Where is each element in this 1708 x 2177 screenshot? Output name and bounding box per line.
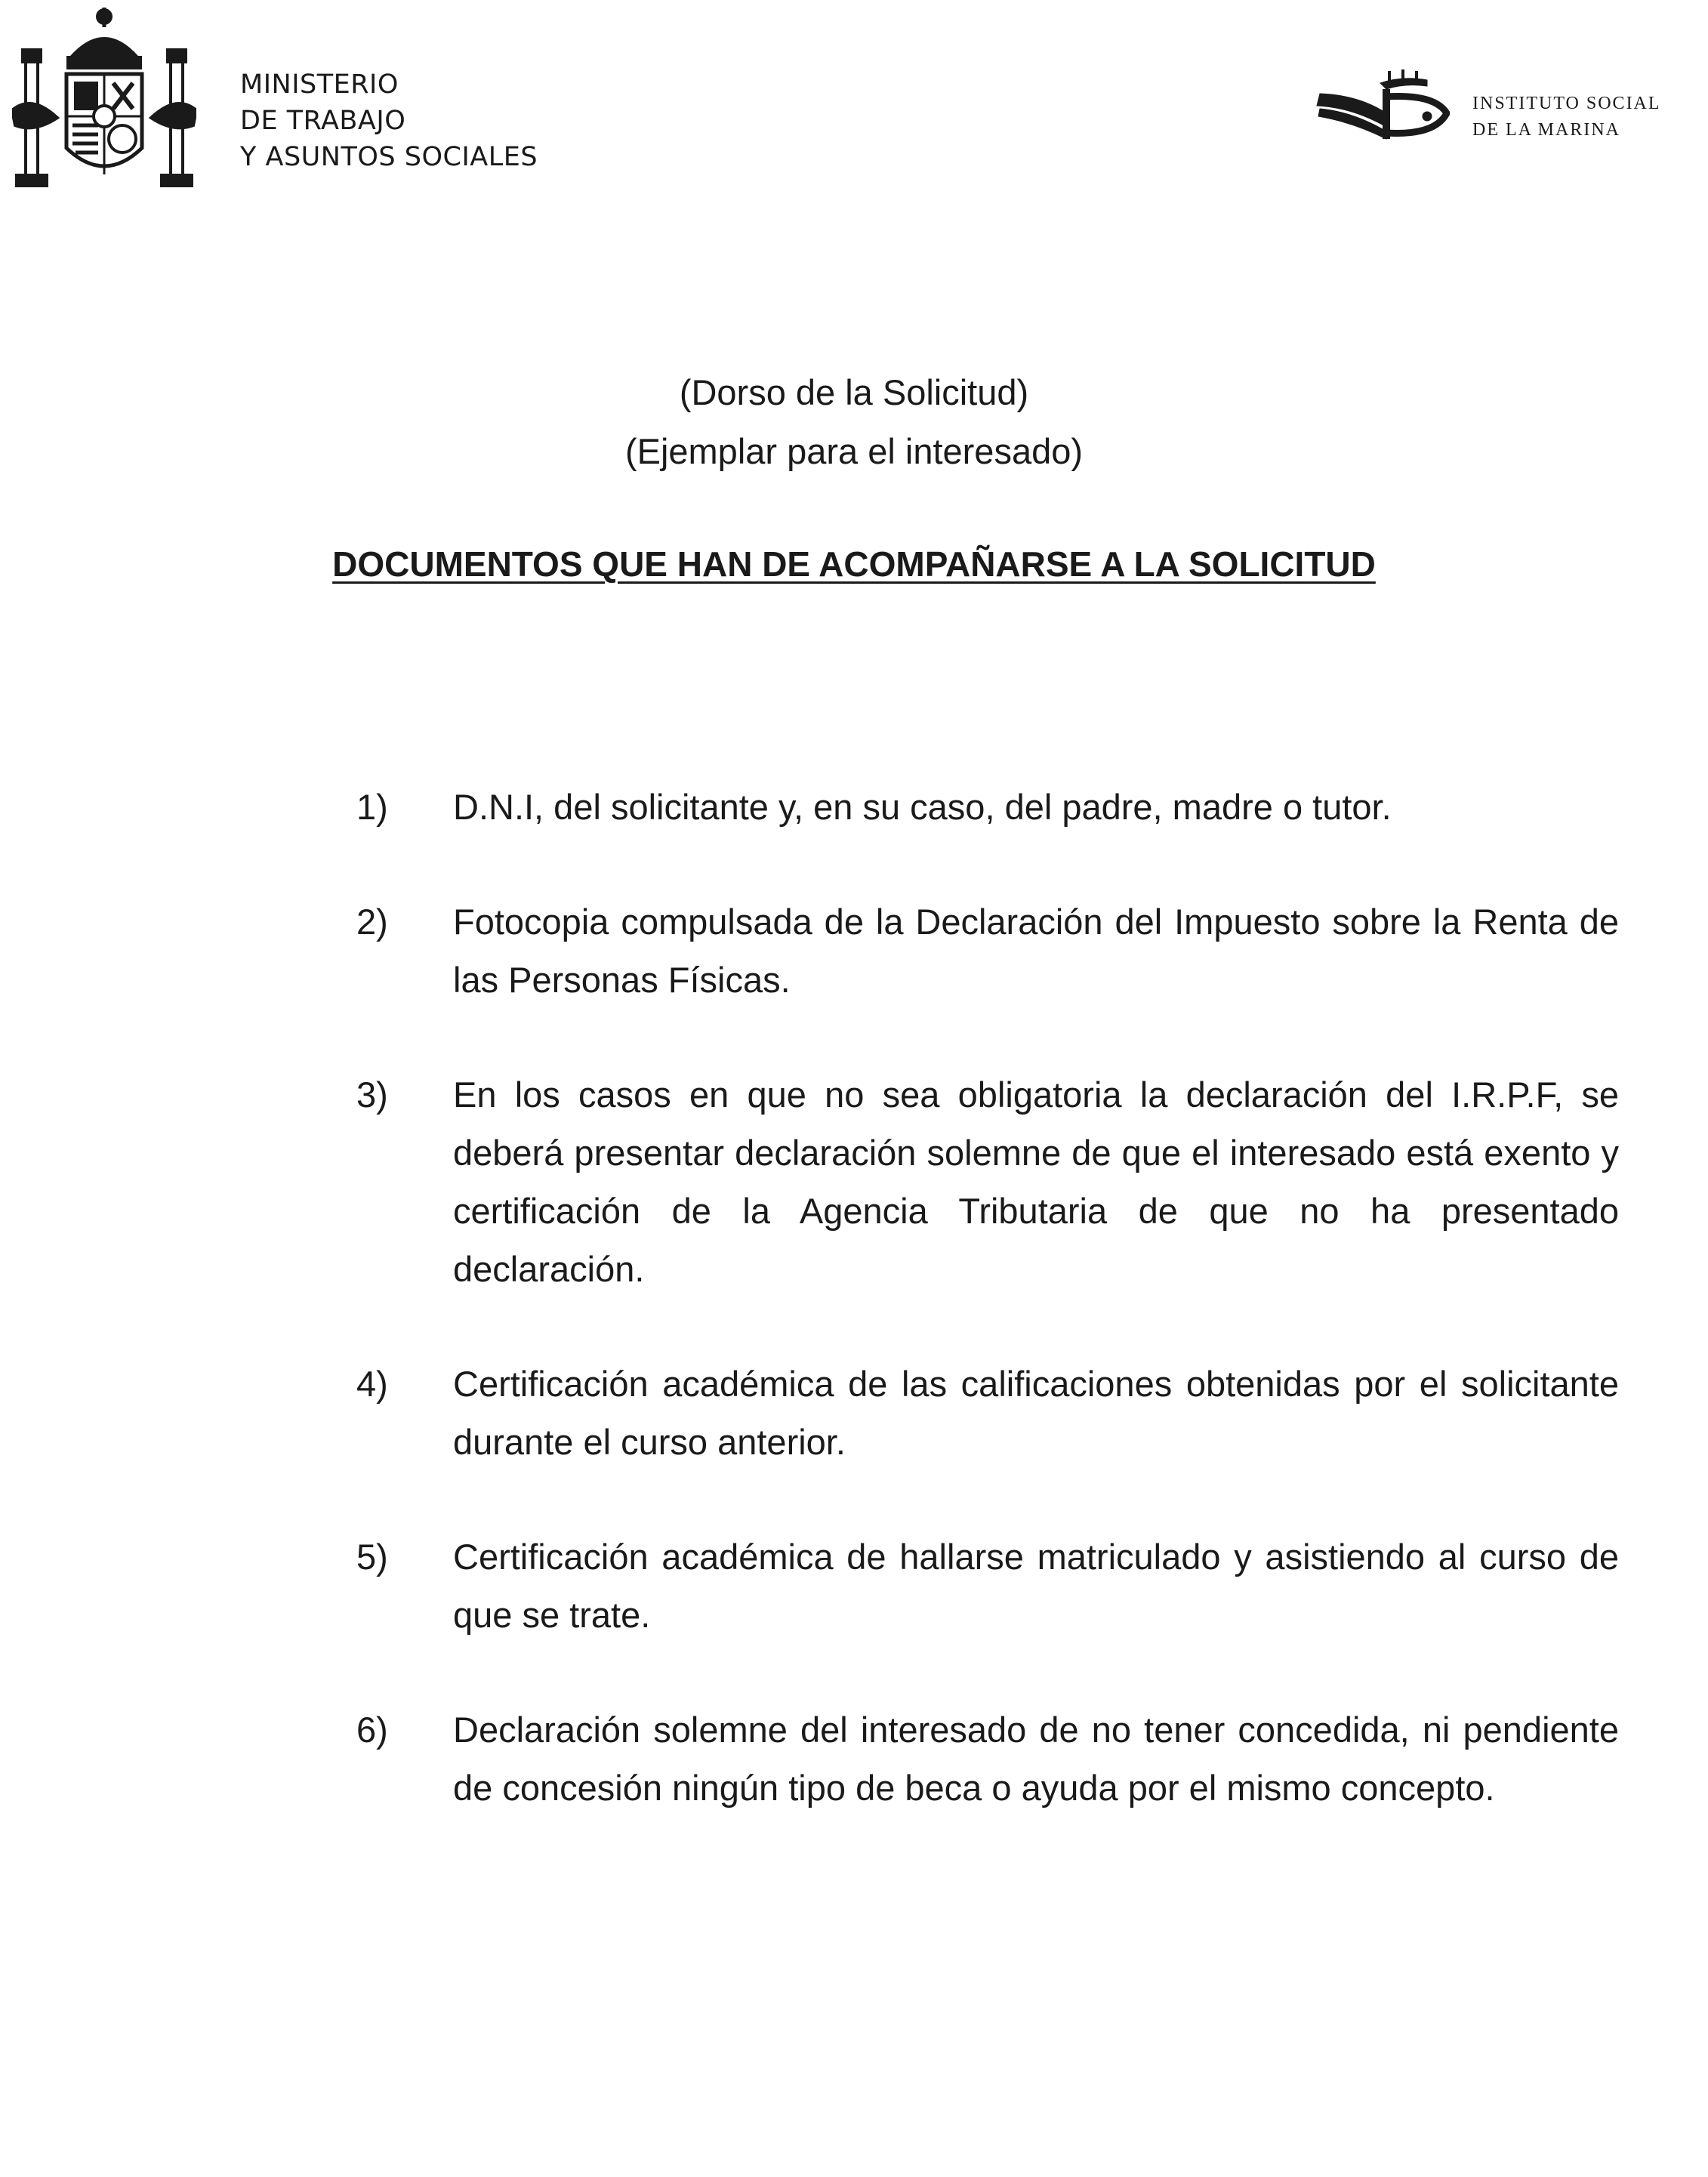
- list-item: [356, 1701, 1619, 1817]
- list-item: [356, 1528, 1619, 1644]
- institute-line-2: DE LA MARINA: [1472, 120, 1620, 140]
- item-text: Declaración solemne del interesado de no tener concedida, ni pendiente de concesión ningún tipo de beca o ayuda por el mismo concepto.: [453, 1710, 1619, 1808]
- item-text: Certificación académica de hallarse matriculado y asistiendo al curso de que se trate.: [453, 1537, 1619, 1635]
- item-number: 2): [356, 902, 388, 942]
- item-text: Certificación académica de las calificaciones obtenidas por el solicitante durante el curso anterior.: [453, 1364, 1619, 1462]
- institute-logo-icon: [1314, 66, 1450, 142]
- ministry-line-2: DE TRABAJO: [240, 106, 406, 136]
- item-text: En los casos en que no sea obligatoria la declaración del I.R.P.F, se deberá presentar declaración solemne de que el interesado está exento y certificación de la Agencia Tributaria de que no ha presentado declaración.: [453, 1075, 1619, 1289]
- list-item: [356, 1065, 1619, 1298]
- page-title: DOCUMENTOS QUE HAN DE ACOMPAÑARSE A LA SOLICITUD: [332, 544, 1376, 584]
- item-number: 6): [356, 1710, 388, 1750]
- ministry-line-3: Y ASUNTOS SOCIALES: [240, 142, 538, 172]
- institute-line-1: INSTITUTO SOCIAL: [1472, 94, 1661, 113]
- item-text: D.N.I, del solicitante y, en su caso, del padre, madre o tutor.: [453, 787, 1392, 827]
- ministry-name: [240, 66, 538, 175]
- required-documents-list: [356, 778, 1619, 1873]
- item-text: Fotocopia compulsada de la Declaración del Impuesto sobre la Renta de las Personas Físicas.: [453, 902, 1619, 1000]
- item-number: 4): [356, 1364, 388, 1404]
- subtitle-copy-for-applicant: (Ejemplar para el interesado): [624, 431, 1084, 471]
- ministry-line-1: MINISTERIO: [240, 69, 399, 100]
- list-item: [356, 1355, 1619, 1471]
- item-number: 3): [356, 1075, 388, 1115]
- institute-name: [1472, 91, 1661, 143]
- list-item: [356, 893, 1619, 1009]
- subtitle-reverse-side: (Dorso de la Solicitud): [679, 372, 1029, 412]
- item-number: 5): [356, 1537, 388, 1577]
- list-item: [356, 778, 1619, 836]
- coat-of-arms-icon: [12, 5, 196, 190]
- item-number: 1): [356, 787, 388, 827]
